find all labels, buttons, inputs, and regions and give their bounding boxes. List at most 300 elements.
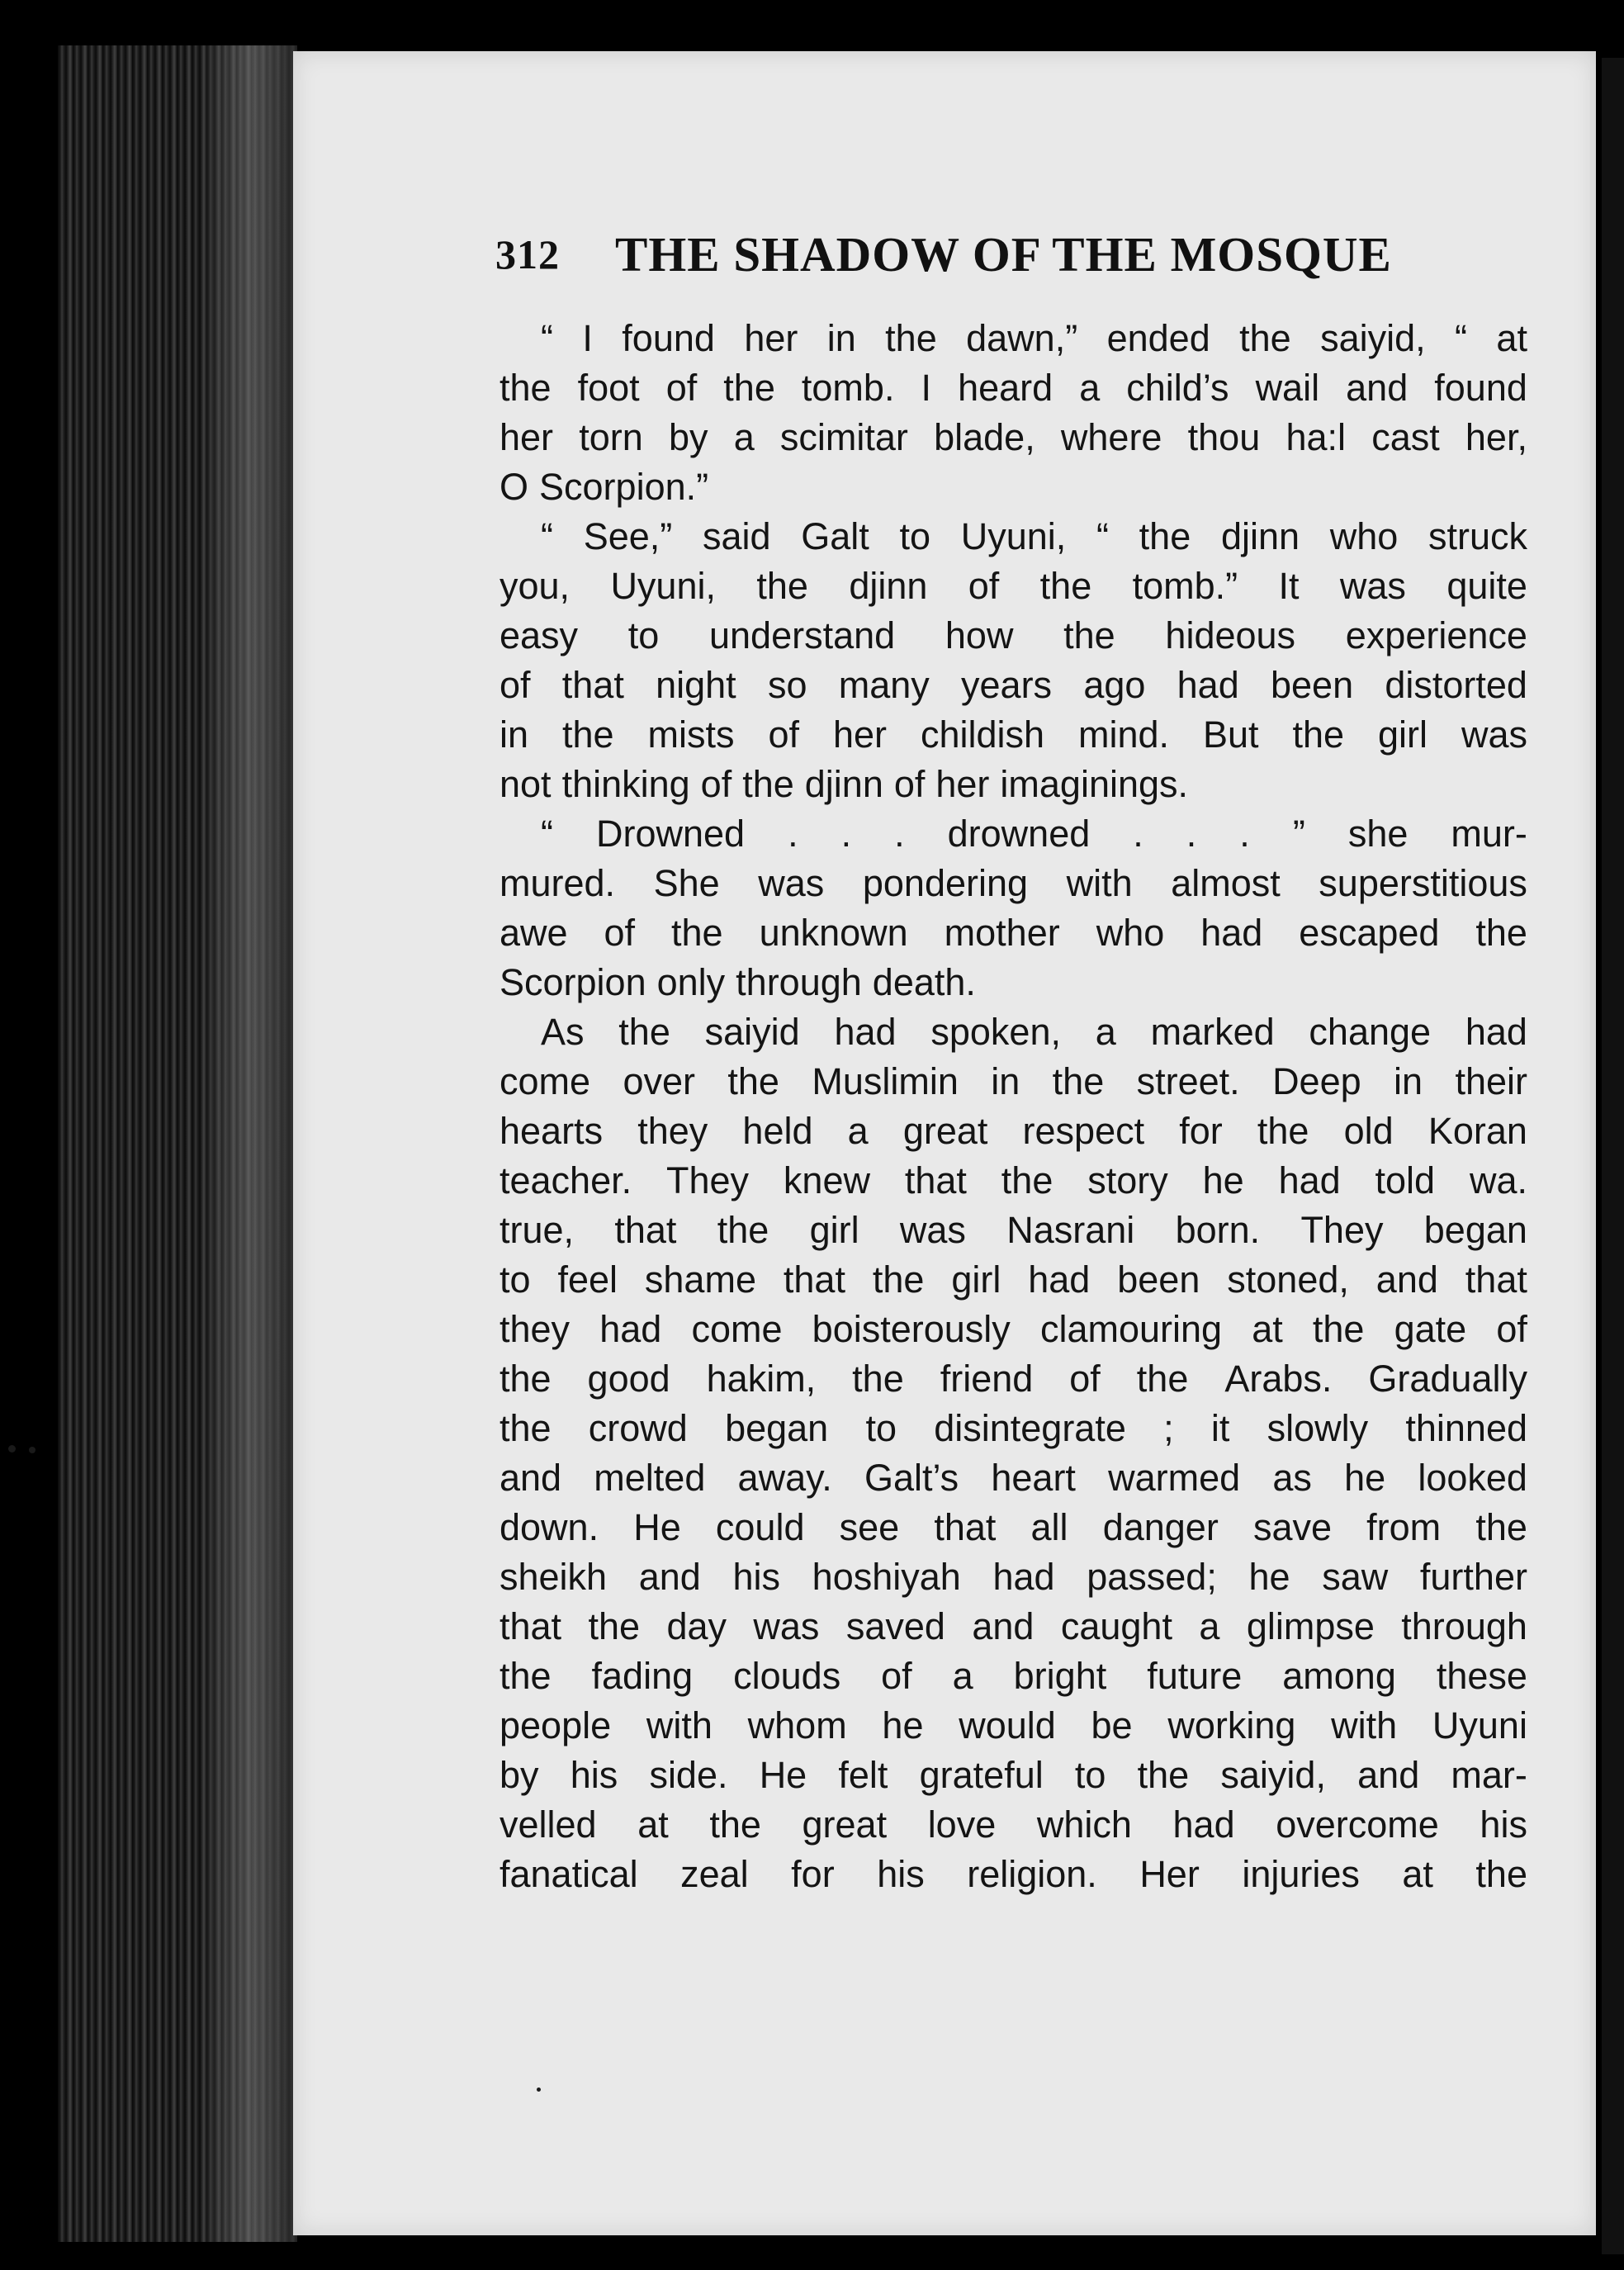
text-word: the: [1063, 614, 1115, 656]
text-word: to: [865, 1407, 897, 1449]
text-line: [500, 1652, 1527, 1701]
text-word: Uyuni,: [960, 515, 1067, 557]
text-word: ended: [1106, 317, 1210, 359]
text-word: to: [500, 1258, 531, 1301]
text-word: her: [832, 713, 887, 756]
text-word: found: [1434, 367, 1527, 409]
text-word: with: [1331, 1704, 1398, 1746]
text-word: the: [723, 367, 775, 409]
text-word: that: [904, 1159, 967, 1201]
text-word: saved: [845, 1605, 945, 1647]
text-word: glimpse: [1246, 1605, 1375, 1647]
text-line: [500, 562, 1527, 611]
text-word: through: [736, 961, 862, 1003]
text-word: born.: [1175, 1209, 1261, 1251]
text-word: sheikh: [500, 1556, 608, 1598]
text-word: child’s: [1126, 367, 1229, 409]
text-word: Muslimin: [812, 1060, 959, 1102]
text-line: [500, 314, 1527, 363]
text-word: ;: [1163, 1407, 1174, 1449]
text-word: childish: [920, 713, 1045, 756]
scan-speck: [537, 2088, 541, 2092]
text-word: understand: [709, 614, 896, 656]
text-word: and: [1375, 1258, 1438, 1301]
text-word: I: [921, 367, 932, 409]
text-word: ago: [1083, 664, 1146, 706]
text-word: was: [758, 862, 825, 904]
text-word: scimitar: [779, 416, 908, 458]
text-word: the: [1052, 1060, 1105, 1102]
text-word: the: [885, 317, 937, 359]
text-word: the: [671, 912, 723, 954]
text-word: dawn,”: [966, 317, 1078, 359]
text-word: melted: [594, 1457, 706, 1499]
text-word: of: [1069, 1358, 1101, 1400]
text-word: the: [1239, 317, 1291, 359]
text-word: heard: [958, 367, 1053, 409]
text-word: be: [1091, 1704, 1133, 1746]
text-line: [500, 1007, 1527, 1057]
text-word: by: [500, 1754, 539, 1796]
text-word: he: [1344, 1457, 1386, 1499]
text-word: good: [587, 1358, 670, 1400]
text-word: Nasrani: [1006, 1209, 1135, 1251]
text-word: street.: [1136, 1060, 1240, 1102]
text-word: was: [1461, 713, 1527, 756]
text-word: over: [623, 1060, 695, 1102]
text-word: come: [500, 1060, 591, 1102]
text-word: the: [852, 1358, 904, 1400]
text-word: the: [717, 1209, 769, 1251]
text-word: the: [500, 1358, 552, 1400]
text-word: that: [783, 1258, 845, 1301]
text-line: [500, 710, 1527, 760]
text-word: began: [1423, 1209, 1527, 1251]
text-word: of: [1496, 1308, 1527, 1350]
text-word: mind.: [1077, 713, 1170, 756]
text-word: djinn: [804, 763, 883, 805]
text-word: the: [709, 1803, 761, 1846]
text-word: change: [1309, 1011, 1432, 1053]
running-title: THE SHADOW OF THE MOSQUE: [615, 227, 1392, 282]
text-word: been: [1117, 1258, 1200, 1301]
text-word: away.: [737, 1457, 832, 1499]
text-word: her: [935, 763, 990, 805]
text-word: girl: [1377, 713, 1428, 756]
text-word: “: [1455, 317, 1468, 359]
text-word: mur-: [1451, 813, 1527, 855]
text-word: almost: [1171, 862, 1281, 904]
text-word: the: [1475, 1506, 1527, 1548]
body-text: [500, 314, 1527, 1899]
text-word: injuries: [1242, 1853, 1360, 1895]
text-word: the: [756, 565, 808, 607]
text-line: [500, 1156, 1527, 1206]
text-line: [500, 958, 1527, 1007]
text-line: [500, 1453, 1527, 1503]
text-word: overcome: [1276, 1803, 1439, 1846]
text-line: [500, 512, 1527, 562]
text-word: with: [1066, 862, 1133, 904]
text-word: the: [742, 763, 794, 805]
text-word: a: [1095, 1011, 1116, 1053]
text-word: the: [1475, 1853, 1527, 1895]
text-line: [500, 661, 1527, 710]
text-word: had: [1278, 1159, 1341, 1201]
text-word: and: [972, 1605, 1035, 1647]
text-word: old: [1343, 1110, 1394, 1152]
text-word: But: [1202, 713, 1259, 756]
text-word: pondering: [862, 862, 1029, 904]
text-word: who: [1096, 912, 1165, 954]
text-word: further: [1419, 1556, 1527, 1598]
text-line: [500, 1552, 1527, 1602]
text-word: ”: [1292, 813, 1305, 855]
text-word: the: [1137, 1754, 1190, 1796]
text-word: He: [633, 1506, 681, 1548]
text-line: [500, 611, 1527, 661]
scan-border: [1602, 58, 1624, 2254]
text-word: her: [744, 317, 798, 359]
text-word: found: [622, 317, 715, 359]
text-word: .: [840, 813, 852, 855]
text-word: of: [881, 1655, 912, 1697]
text-word: drowned: [947, 813, 1091, 855]
text-word: and: [1357, 1754, 1420, 1796]
text-word: at: [1402, 1853, 1433, 1895]
text-word: only: [656, 961, 726, 1003]
text-line: [500, 1354, 1527, 1404]
text-word: they: [500, 1308, 571, 1350]
text-word: grateful: [919, 1754, 1044, 1796]
text-word: side.: [649, 1754, 728, 1796]
text-word: in: [500, 713, 529, 756]
text-word: wa.: [1469, 1159, 1527, 1201]
text-word: was: [899, 1209, 966, 1251]
text-word: .: [1239, 813, 1250, 855]
text-word: Koran: [1428, 1110, 1527, 1152]
text-word: torn: [579, 416, 643, 458]
text-word: he: [1248, 1556, 1290, 1598]
text-word: for: [1179, 1110, 1223, 1152]
text-word: .: [1133, 813, 1143, 855]
text-word: .: [894, 813, 905, 855]
text-word: to: [627, 614, 660, 656]
text-word: these: [1436, 1655, 1527, 1697]
text-line: [500, 1850, 1527, 1899]
text-word: and: [1346, 367, 1409, 409]
text-word: all: [1030, 1506, 1068, 1548]
text-word: O: [500, 466, 529, 508]
text-word: wail: [1255, 367, 1320, 409]
text-word: the: [1001, 1159, 1053, 1201]
text-word: so: [767, 664, 807, 706]
text-word: They: [1300, 1209, 1384, 1251]
text-line: [500, 809, 1527, 859]
text-word: the: [500, 1655, 552, 1697]
text-word: night: [656, 664, 736, 706]
text-word: marked: [1150, 1011, 1275, 1053]
text-word: the: [872, 1258, 925, 1301]
text-word: was: [753, 1605, 820, 1647]
text-word: stoned,: [1227, 1258, 1349, 1301]
text-word: the: [1475, 912, 1527, 954]
text-word: disintegrate: [934, 1407, 1126, 1449]
text-word: with: [646, 1704, 713, 1746]
text-word: .: [788, 813, 798, 855]
text-word: distorted: [1385, 664, 1527, 706]
text-word: began: [725, 1407, 829, 1449]
text-word: Drowned: [596, 813, 746, 855]
text-word: that: [934, 1506, 997, 1548]
text-word: of: [665, 367, 698, 409]
text-word: Galt’s: [864, 1457, 959, 1499]
text-line: [500, 1602, 1527, 1652]
text-word: many: [838, 664, 930, 706]
text-word: had: [1465, 1011, 1527, 1053]
text-word: which: [1036, 1803, 1132, 1846]
scan-speck: [29, 1447, 36, 1453]
text-word: of: [968, 565, 1000, 607]
page-edge-shadow: [206, 45, 297, 2242]
text-word: She: [653, 862, 720, 904]
text-word: tomb.”: [1132, 565, 1238, 607]
text-word: death.: [872, 961, 976, 1003]
text-word: his: [877, 1853, 925, 1895]
text-word: could: [715, 1506, 805, 1548]
text-word: hearts: [500, 1110, 604, 1152]
text-word: his: [570, 1754, 618, 1796]
text-word: had: [1172, 1803, 1235, 1846]
text-word: his: [732, 1556, 781, 1598]
text-word: day: [666, 1605, 727, 1647]
text-word: not: [500, 763, 552, 805]
text-word: As: [541, 1011, 585, 1053]
scan-speck: [8, 1445, 16, 1453]
text-word: who: [1329, 515, 1399, 557]
text-line: [500, 363, 1527, 413]
text-word: friend: [940, 1358, 1034, 1400]
text-word: .: [1186, 813, 1197, 855]
text-word: come: [691, 1308, 783, 1350]
text-word: to: [1074, 1754, 1106, 1796]
text-word: to: [899, 515, 930, 557]
text-word: hoshiyah: [812, 1556, 961, 1598]
text-word: had: [834, 1011, 897, 1053]
text-word: zeal: [680, 1853, 749, 1895]
text-word: unknown: [759, 912, 908, 954]
text-word: “: [541, 317, 553, 359]
text-word: Deep: [1272, 1060, 1361, 1102]
text-word: respect: [1022, 1110, 1145, 1152]
text-word: whom: [747, 1704, 847, 1746]
text-word: he: [1202, 1159, 1244, 1201]
text-word: great: [902, 1110, 988, 1152]
text-line: [500, 1206, 1527, 1255]
text-word: told: [1375, 1159, 1436, 1201]
text-word: for: [791, 1853, 835, 1895]
text-word: at: [1496, 317, 1527, 359]
text-word: struck: [1428, 515, 1527, 557]
text-word: that: [561, 664, 624, 706]
text-word: foot: [577, 367, 640, 409]
text-word: escaped: [1299, 912, 1440, 954]
text-word: I: [582, 317, 593, 359]
text-word: the: [1312, 1308, 1365, 1350]
text-word: religion.: [967, 1853, 1097, 1895]
text-word: her,: [1465, 416, 1527, 458]
text-word: was: [1339, 565, 1406, 607]
text-word: from: [1366, 1506, 1442, 1548]
text-word: save: [1252, 1506, 1333, 1548]
text-word: that: [500, 1605, 562, 1647]
text-word: as: [1272, 1457, 1312, 1499]
text-word: said: [702, 515, 771, 557]
text-word: the: [1257, 1110, 1309, 1152]
text-word: experience: [1345, 614, 1527, 656]
text-line: [500, 1751, 1527, 1800]
text-word: mother: [944, 912, 1060, 954]
text-word: girl: [951, 1258, 1001, 1301]
text-word: in: [991, 1060, 1020, 1102]
text-line: [500, 1404, 1527, 1453]
text-word: superstitious: [1319, 862, 1527, 904]
text-line: [500, 1057, 1527, 1107]
text-word: had: [1200, 912, 1263, 954]
text-word: of: [768, 713, 799, 756]
text-line: [500, 1701, 1527, 1751]
text-word: down.: [500, 1506, 599, 1548]
text-word: a: [952, 1655, 973, 1697]
text-word: at: [637, 1803, 669, 1846]
text-word: in: [1394, 1060, 1423, 1102]
text-word: spoken,: [930, 1011, 1061, 1053]
text-word: felt: [838, 1754, 888, 1796]
text-line: [500, 1305, 1527, 1354]
text-word: the: [1292, 713, 1345, 756]
text-word: a: [847, 1110, 869, 1152]
text-word: It: [1278, 565, 1300, 607]
text-word: hakim,: [706, 1358, 817, 1400]
text-word: easy: [500, 614, 579, 656]
text-word: mists: [647, 713, 735, 756]
text-word: held: [742, 1110, 813, 1152]
text-word: “: [1096, 515, 1109, 557]
text-word: shame: [644, 1258, 756, 1301]
text-word: the: [1136, 1358, 1189, 1400]
text-word: and: [638, 1556, 701, 1598]
text-word: fanatical: [500, 1853, 638, 1895]
text-word: people: [500, 1704, 612, 1746]
text-word: she: [1347, 813, 1409, 855]
page-number: 312: [495, 231, 560, 277]
text-word: bright: [1013, 1655, 1107, 1697]
text-word: a: [1079, 367, 1101, 409]
text-word: clouds: [733, 1655, 841, 1697]
text-line: [500, 760, 1527, 809]
text-word: Galt: [801, 515, 869, 557]
text-word: working: [1167, 1704, 1296, 1746]
text-word: the: [561, 713, 614, 756]
text-word: he: [882, 1704, 924, 1746]
text-word: Her: [1139, 1853, 1200, 1895]
text-word: how: [945, 614, 1014, 656]
text-word: where: [1060, 416, 1162, 458]
text-word: through: [1401, 1605, 1527, 1647]
text-word: of: [893, 763, 926, 805]
text-word: would: [959, 1704, 1056, 1746]
text-word: her: [500, 416, 554, 458]
text-word: thinned: [1405, 1407, 1527, 1449]
text-word: Uyuni,: [610, 565, 716, 607]
text-word: thou: [1187, 416, 1261, 458]
text-word: knew: [783, 1159, 870, 1201]
text-word: saiyid: [704, 1011, 800, 1053]
text-word: in: [826, 317, 856, 359]
text-word: among: [1282, 1655, 1396, 1697]
text-word: thinking: [561, 763, 690, 805]
text-line: [500, 413, 1527, 462]
text-word: of: [604, 912, 636, 954]
text-line: [500, 1800, 1527, 1850]
text-word: the: [588, 1605, 641, 1647]
text-word: saiyid,: [1220, 1754, 1326, 1796]
text-word: of: [500, 664, 531, 706]
text-word: a: [733, 416, 755, 458]
text-word: had: [599, 1308, 662, 1350]
text-word: clamouring: [1039, 1308, 1223, 1350]
text-word: djinn: [1220, 515, 1300, 557]
text-word: the: [618, 1011, 670, 1053]
text-line: [500, 1503, 1527, 1552]
text-word: teacher.: [500, 1159, 632, 1201]
text-word: crowd: [588, 1407, 688, 1449]
text-word: the: [500, 367, 552, 409]
text-word: true,: [500, 1209, 575, 1251]
text-word: ha:l: [1285, 416, 1346, 458]
text-word: that: [614, 1209, 677, 1251]
text-word: awe: [500, 912, 568, 954]
running-head: [495, 221, 1499, 287]
text-word: Gradually: [1368, 1358, 1527, 1400]
text-word: a: [1199, 1605, 1220, 1647]
text-word: the: [500, 1407, 552, 1449]
text-word: fading: [591, 1655, 694, 1697]
text-word: story: [1087, 1159, 1168, 1201]
text-word: Uyuni: [1432, 1704, 1527, 1746]
text-word: caught: [1060, 1605, 1172, 1647]
text-word: boisterously: [812, 1308, 1011, 1350]
text-word: that: [1465, 1258, 1527, 1301]
text-word: heart: [991, 1457, 1076, 1499]
text-line: [500, 908, 1527, 958]
text-word: great: [802, 1803, 888, 1846]
text-word: future: [1147, 1655, 1243, 1697]
text-word: his: [1480, 1803, 1527, 1846]
text-word: “: [541, 515, 553, 557]
text-word: been: [1271, 664, 1354, 706]
text-word: He: [759, 1754, 807, 1796]
text-word: had: [1028, 1258, 1091, 1301]
text-word: you,: [500, 565, 571, 607]
text-word: See,”: [583, 515, 673, 557]
text-word: of: [700, 763, 732, 805]
text-word: the: [1039, 565, 1092, 607]
text-line: [500, 1107, 1527, 1156]
text-word: their: [1455, 1060, 1527, 1102]
text-word: years: [961, 664, 1053, 706]
text-word: blade,: [934, 416, 1035, 458]
